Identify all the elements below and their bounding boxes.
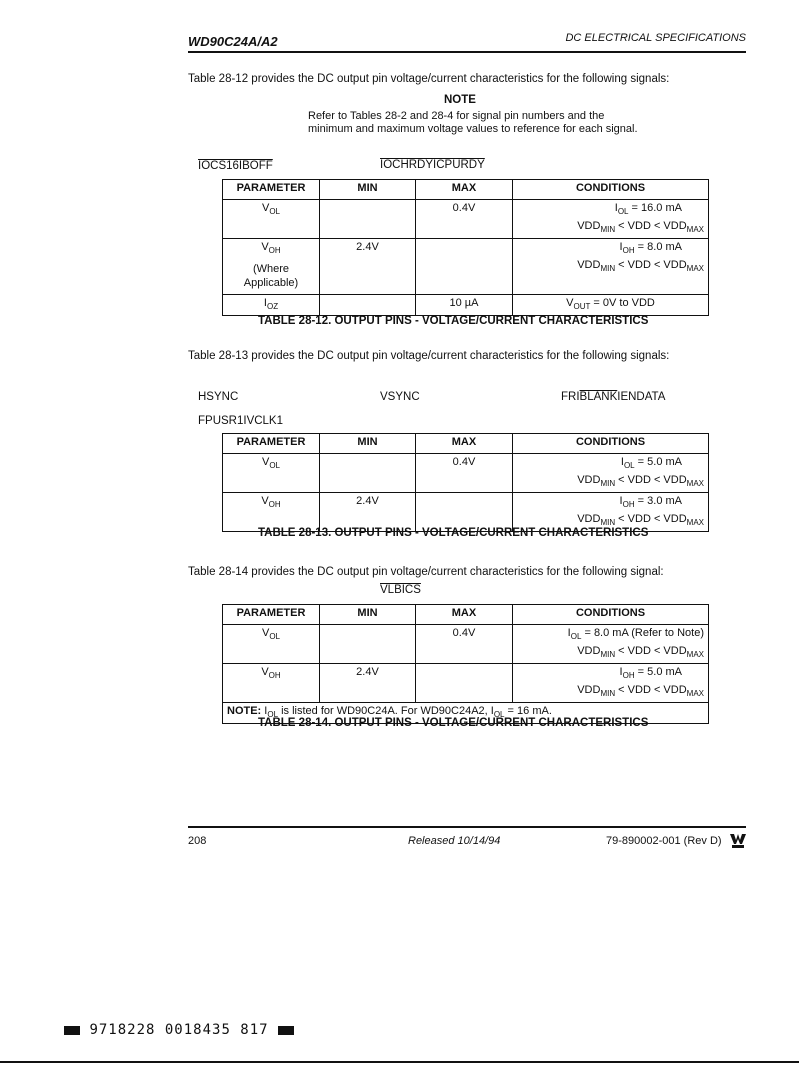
table-row	[223, 295, 709, 316]
param-cell: $V_{OL}$	[223, 454, 320, 493]
conditions-cell: $I_{OH} = 5.0$ mA $VDD_{MIN}$ < VDD < $VDD_{MAX}$	[513, 664, 709, 703]
header-min: MIN	[320, 180, 416, 200]
document-title: WD90C24A/A2	[188, 34, 278, 49]
table-row	[223, 625, 709, 664]
param-cell: $V_{OH}$	[223, 493, 320, 532]
max-cell: 0.4V	[416, 200, 513, 239]
max-cell	[416, 493, 513, 532]
table-row	[223, 239, 709, 295]
table-header-row	[223, 180, 709, 200]
release-date: Released 10/14/94	[408, 835, 501, 847]
wd-logo-icon	[730, 832, 746, 855]
min-cell: 2.4V	[320, 493, 416, 532]
table-28-13	[222, 433, 709, 532]
max-cell: 0.4V	[416, 454, 513, 493]
table-28-13-caption: TABLE 28-13. OUTPUT PINS - VOLTAGE/CURRENT CHARACTERISTICS	[258, 527, 649, 539]
footer-rule	[188, 826, 746, 828]
section3-intro: Table 28-14 provides the DC output pin voltage/current characteristics for the following signal:	[188, 566, 664, 578]
conditions-cell: $I_{OL} = 16.0$ mA $VDD_{MIN}$ < VDD < $VDD_{MAX}$	[513, 200, 709, 239]
param-cell: $V_{OH}$	[223, 664, 320, 703]
max-cell: 0.4V	[416, 625, 513, 664]
page-bottom-rule	[0, 1061, 799, 1063]
header-rule	[188, 51, 746, 53]
header-max: MAX	[416, 180, 513, 200]
param-cell: $V_{OL}$	[223, 200, 320, 239]
min-cell	[320, 295, 416, 316]
table-row	[223, 664, 709, 703]
signal-vlbics: VLBICS	[380, 584, 421, 596]
table-row	[223, 454, 709, 493]
section1-intro: Table 28-12 provides the DC output pin voltage/current characteristics for the following signals:	[188, 73, 670, 85]
note-body: Refer to Tables 28-2 and 28-4 for signal pin numbers and the minimum and maximum voltage values to reference for each signal.	[308, 110, 638, 135]
page-number: 208	[188, 835, 207, 847]
document-number: 79-890002-001 (Rev D)	[606, 835, 722, 847]
conditions-cell: $I_{OH} = 8.0$ mA $VDD_{MIN}$ < VDD < $VDD_{MAX}$	[513, 239, 709, 295]
table-row	[223, 200, 709, 239]
table-header-row	[223, 605, 709, 625]
max-cell	[416, 664, 513, 703]
barcode-line: 9718228 0018435 817	[64, 1022, 294, 1038]
section2-intro: Table 28-13 provides the DC output pin voltage/current characteristics for the following signals:	[188, 350, 670, 362]
section-title: DC ELECTRICAL SPECIFICATIONS	[565, 32, 746, 44]
param-cell: $V_{OL}$	[223, 625, 320, 664]
signal-iochrdyicpurdy: IOCHRDYICPURDY	[380, 159, 485, 171]
conditions-cell: $I_{OH} = 3.0$ mA $VDD_{MIN}$ < VDD < $VDD_{MAX}$	[513, 493, 709, 532]
param-cell: $I_{OZ}$	[223, 295, 320, 316]
conditions-cell: $V_{OUT} = 0V$ to VDD	[513, 295, 709, 316]
conditions-cell: $I_{OL} = 8.0$ mA (Refer to Note) $VDD_{MIN}$ < VDD < $VDD_{MAX}$	[513, 625, 709, 664]
header-parameter: PARAMETER	[223, 434, 320, 454]
barcode-block-icon	[64, 1026, 80, 1035]
max-cell: 10 µA	[416, 295, 513, 316]
header-max: MAX	[416, 434, 513, 454]
header-conditions: CONDITIONS	[513, 605, 709, 625]
header-parameter: PARAMETER	[223, 605, 320, 625]
table-28-12	[222, 179, 709, 316]
min-cell	[320, 454, 416, 493]
signal-vsync: VSYNC	[380, 391, 420, 403]
header-parameter: PARAMETER	[223, 180, 320, 200]
min-cell: 2.4V	[320, 239, 416, 295]
signal-iocs16iboff: IOCS16IBOFF	[198, 160, 273, 172]
header-min: MIN	[320, 605, 416, 625]
table-28-12-caption: TABLE 28-12. OUTPUT PINS - VOLTAGE/CURRENT CHARACTERISTICS	[258, 315, 649, 327]
conditions-cell: $I_{OL} = 5.0$ mA $VDD_{MIN}$ < VDD < $VDD_{MAX}$	[513, 454, 709, 493]
header-conditions: CONDITIONS	[513, 434, 709, 454]
min-cell: 2.4V	[320, 664, 416, 703]
note-title: NOTE	[444, 94, 476, 106]
table-note: NOTE: $I_{OL}$ is listed for WD90C24A. For WD90C24A2, $I_{OL} = 16$ mA.	[223, 703, 709, 724]
signal-fpusr1ivclk1: FPUSR1IVCLK1	[198, 415, 284, 427]
header-conditions: CONDITIONS	[513, 180, 709, 200]
table-28-14-caption: TABLE 28-14. OUTPUT PINS - VOLTAGE/CURRENT CHARACTERISTICS	[258, 717, 649, 729]
max-cell	[416, 239, 513, 295]
table-28-14	[222, 604, 709, 724]
param-cell: $V_{OH}$ (Where Applicable)	[223, 239, 320, 295]
table-header-row	[223, 434, 709, 454]
signal-friblankiendata: FRIBLANKIENDATA	[561, 391, 666, 403]
header-max: MAX	[416, 605, 513, 625]
header-min: MIN	[320, 434, 416, 454]
barcode-block-icon	[278, 1026, 294, 1035]
table-row	[223, 493, 709, 532]
min-cell	[320, 625, 416, 664]
min-cell	[320, 200, 416, 239]
signal-hsync: HSYNC	[198, 391, 239, 403]
